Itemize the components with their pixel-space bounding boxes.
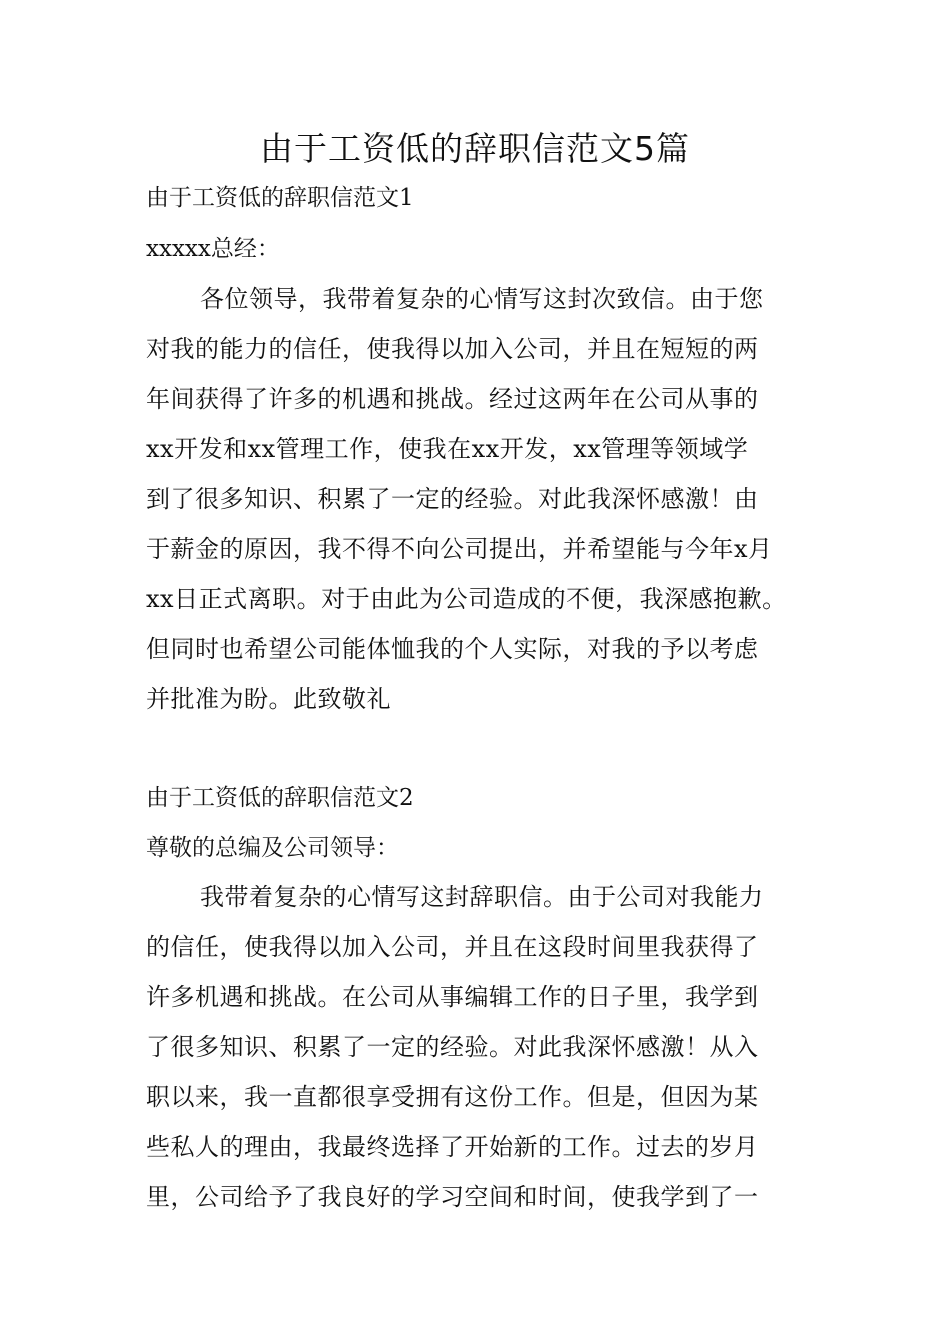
section-2-line: 的信任，使我得以加入公司，并且在这段时间里我获得了	[146, 933, 759, 961]
section-1-line: 对我的能力的信任，使我得以加入公司，并且在短短的两	[146, 335, 759, 363]
section-2-line: 职以来，我一直都很享受拥有这份工作。但是，但因为某	[146, 1083, 759, 1111]
section-2-line: 许多机遇和挑战。在公司从事编辑工作的日子里，我学到	[146, 983, 759, 1011]
section-1-line: 各位领导，我带着复杂的心情写这封次致信。由于您	[200, 285, 764, 313]
section-2-line: 我带着复杂的心情写这封辞职信。由于公司对我能力	[200, 883, 764, 911]
section-1-line: 于薪金的原因，我不得不向公司提出，并希望能与今年x月	[146, 535, 773, 563]
section-2-line: 里，公司给予了我良好的学习空间和时间，使我学到了一	[146, 1183, 759, 1211]
section-2-line: 了很多知识、积累了一定的经验。对此我深怀感激！从入	[146, 1033, 759, 1061]
section-2-salutation: 尊敬的总编及公司领导：	[146, 835, 399, 861]
section-1-heading: 由于工资低的辞职信范文1	[146, 185, 414, 211]
section-1-line: xx日正式离职。对于由此为公司造成的不便，我深感抱歉。	[146, 585, 787, 613]
section-1-line: 但同时也希望公司能体恤我的个人实际，对我的予以考虑	[146, 635, 759, 663]
section-1-line: 年间获得了许多的机遇和挑战。经过这两年在公司从事的	[146, 385, 759, 413]
section-1-line: 到了很多知识、积累了一定的经验。对此我深怀感激！由	[146, 485, 759, 513]
section-2-line: 些私人的理由，我最终选择了开始新的工作。过去的岁月	[146, 1133, 759, 1161]
section-1-salutation: xxxxx总经：	[146, 236, 280, 262]
section-1-line: xx开发和xx管理工作，使我在xx开发，xx管理等领域学	[146, 435, 749, 463]
section-2-heading: 由于工资低的辞职信范文2	[146, 785, 414, 811]
document-title: 由于工资低的辞职信范文5篇	[260, 129, 690, 168]
section-1-line: 并批准为盼。此致敬礼	[146, 685, 391, 713]
